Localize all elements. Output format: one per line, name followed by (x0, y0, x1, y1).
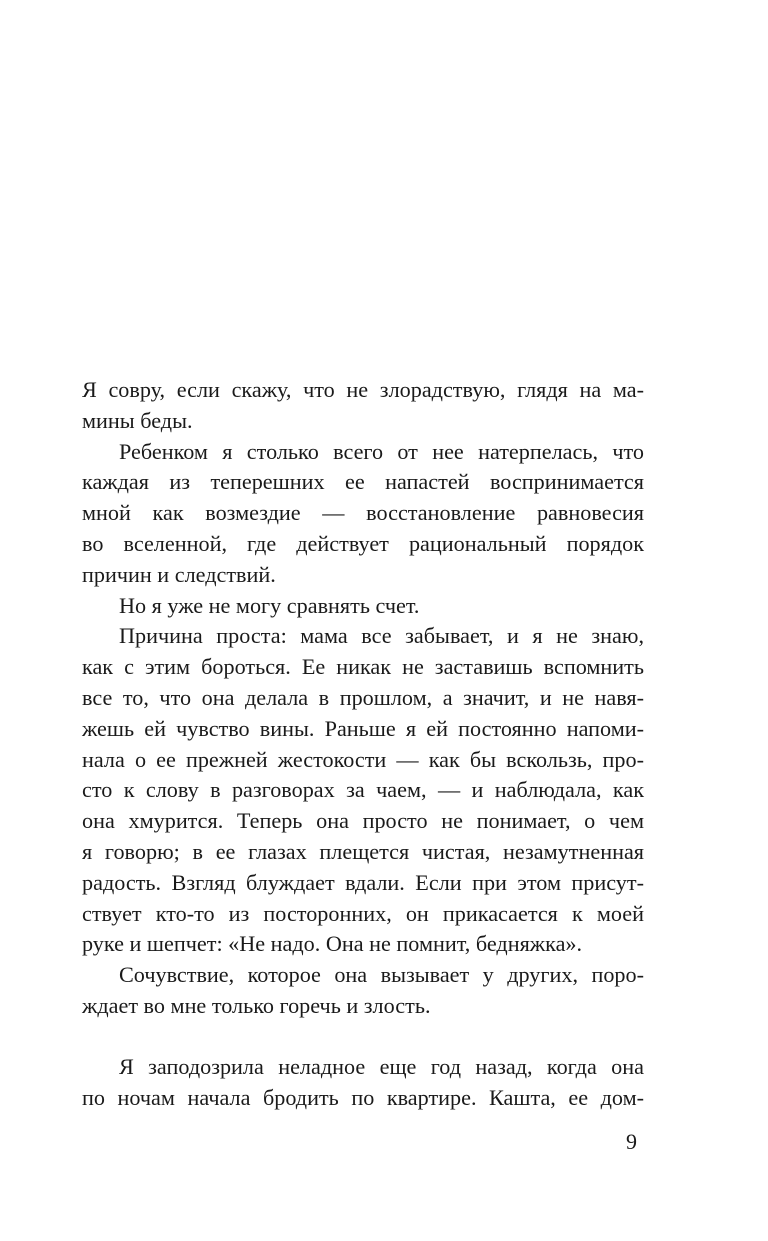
text-line: Сочувствие, которое она вызывает у других, поро- (119, 962, 644, 988)
section-break (82, 1022, 644, 1052)
text-line: во вселенной, где действует рациональный порядок (82, 530, 644, 556)
text-line: я говорю; в ее глазах плещется чистая, незамутненная (82, 838, 644, 864)
text-line: все то, что она делала в прошлом, а значит, и не навя- (82, 684, 644, 710)
text-line: Ребенком я столько всего от нее натерпелась, что (119, 438, 644, 464)
text-line: причин и следствий. (82, 561, 276, 587)
text-line: руке и шепчет: «Не надо. Она не помнит, бедняжка». (82, 931, 583, 957)
paragraph (82, 375, 644, 437)
text-line: мной как возмездие — восстановление равновесия (82, 500, 644, 526)
book-page-text (82, 375, 644, 1113)
text-line: Причина проста: мама все забывает, и я не знаю, (119, 623, 644, 649)
text-line: Я совру, если скажу, что не злорадствую, глядя на ма- (82, 377, 644, 402)
text-line: нала о ее прежней жестокости — как бы вскользь, про- (82, 746, 644, 772)
text-line: радость. Взгляд блуждает вдали. Если при этом присут- (82, 869, 644, 895)
text-line: по ночам начала бродить по квартире. Кашта, ее дом- (82, 1084, 644, 1110)
text-line: жешь ей чувство вины. Раньше я ей постоянно напоми- (82, 715, 644, 741)
paragraph (82, 1052, 644, 1114)
text-line: Я заподозрила неладное еще год назад, когда она (119, 1053, 644, 1079)
text-line: Но я уже не могу сравнять счет. (119, 592, 420, 618)
text-line: ствует кто-то из посторонних, он прикасается к моей (82, 900, 644, 926)
paragraph (82, 960, 644, 1022)
text-line: каждая из теперешних ее напастей воспринимается (82, 469, 644, 495)
text-line: ждает во мне только горечь и злость. (82, 992, 431, 1018)
paragraph (82, 437, 644, 591)
text-line: как с этим бороться. Ее никак не заставишь вспомнить (82, 654, 644, 680)
text-line: мины беды. (82, 407, 193, 433)
text-line: она хмурится. Теперь она просто не понимает, о чем (82, 808, 644, 834)
page-number: 9 (626, 1129, 637, 1154)
text-line: сто к слову в разговорах за чаем, — и наблюдала, как (82, 777, 644, 803)
paragraph (82, 591, 644, 622)
paragraph (82, 621, 644, 960)
